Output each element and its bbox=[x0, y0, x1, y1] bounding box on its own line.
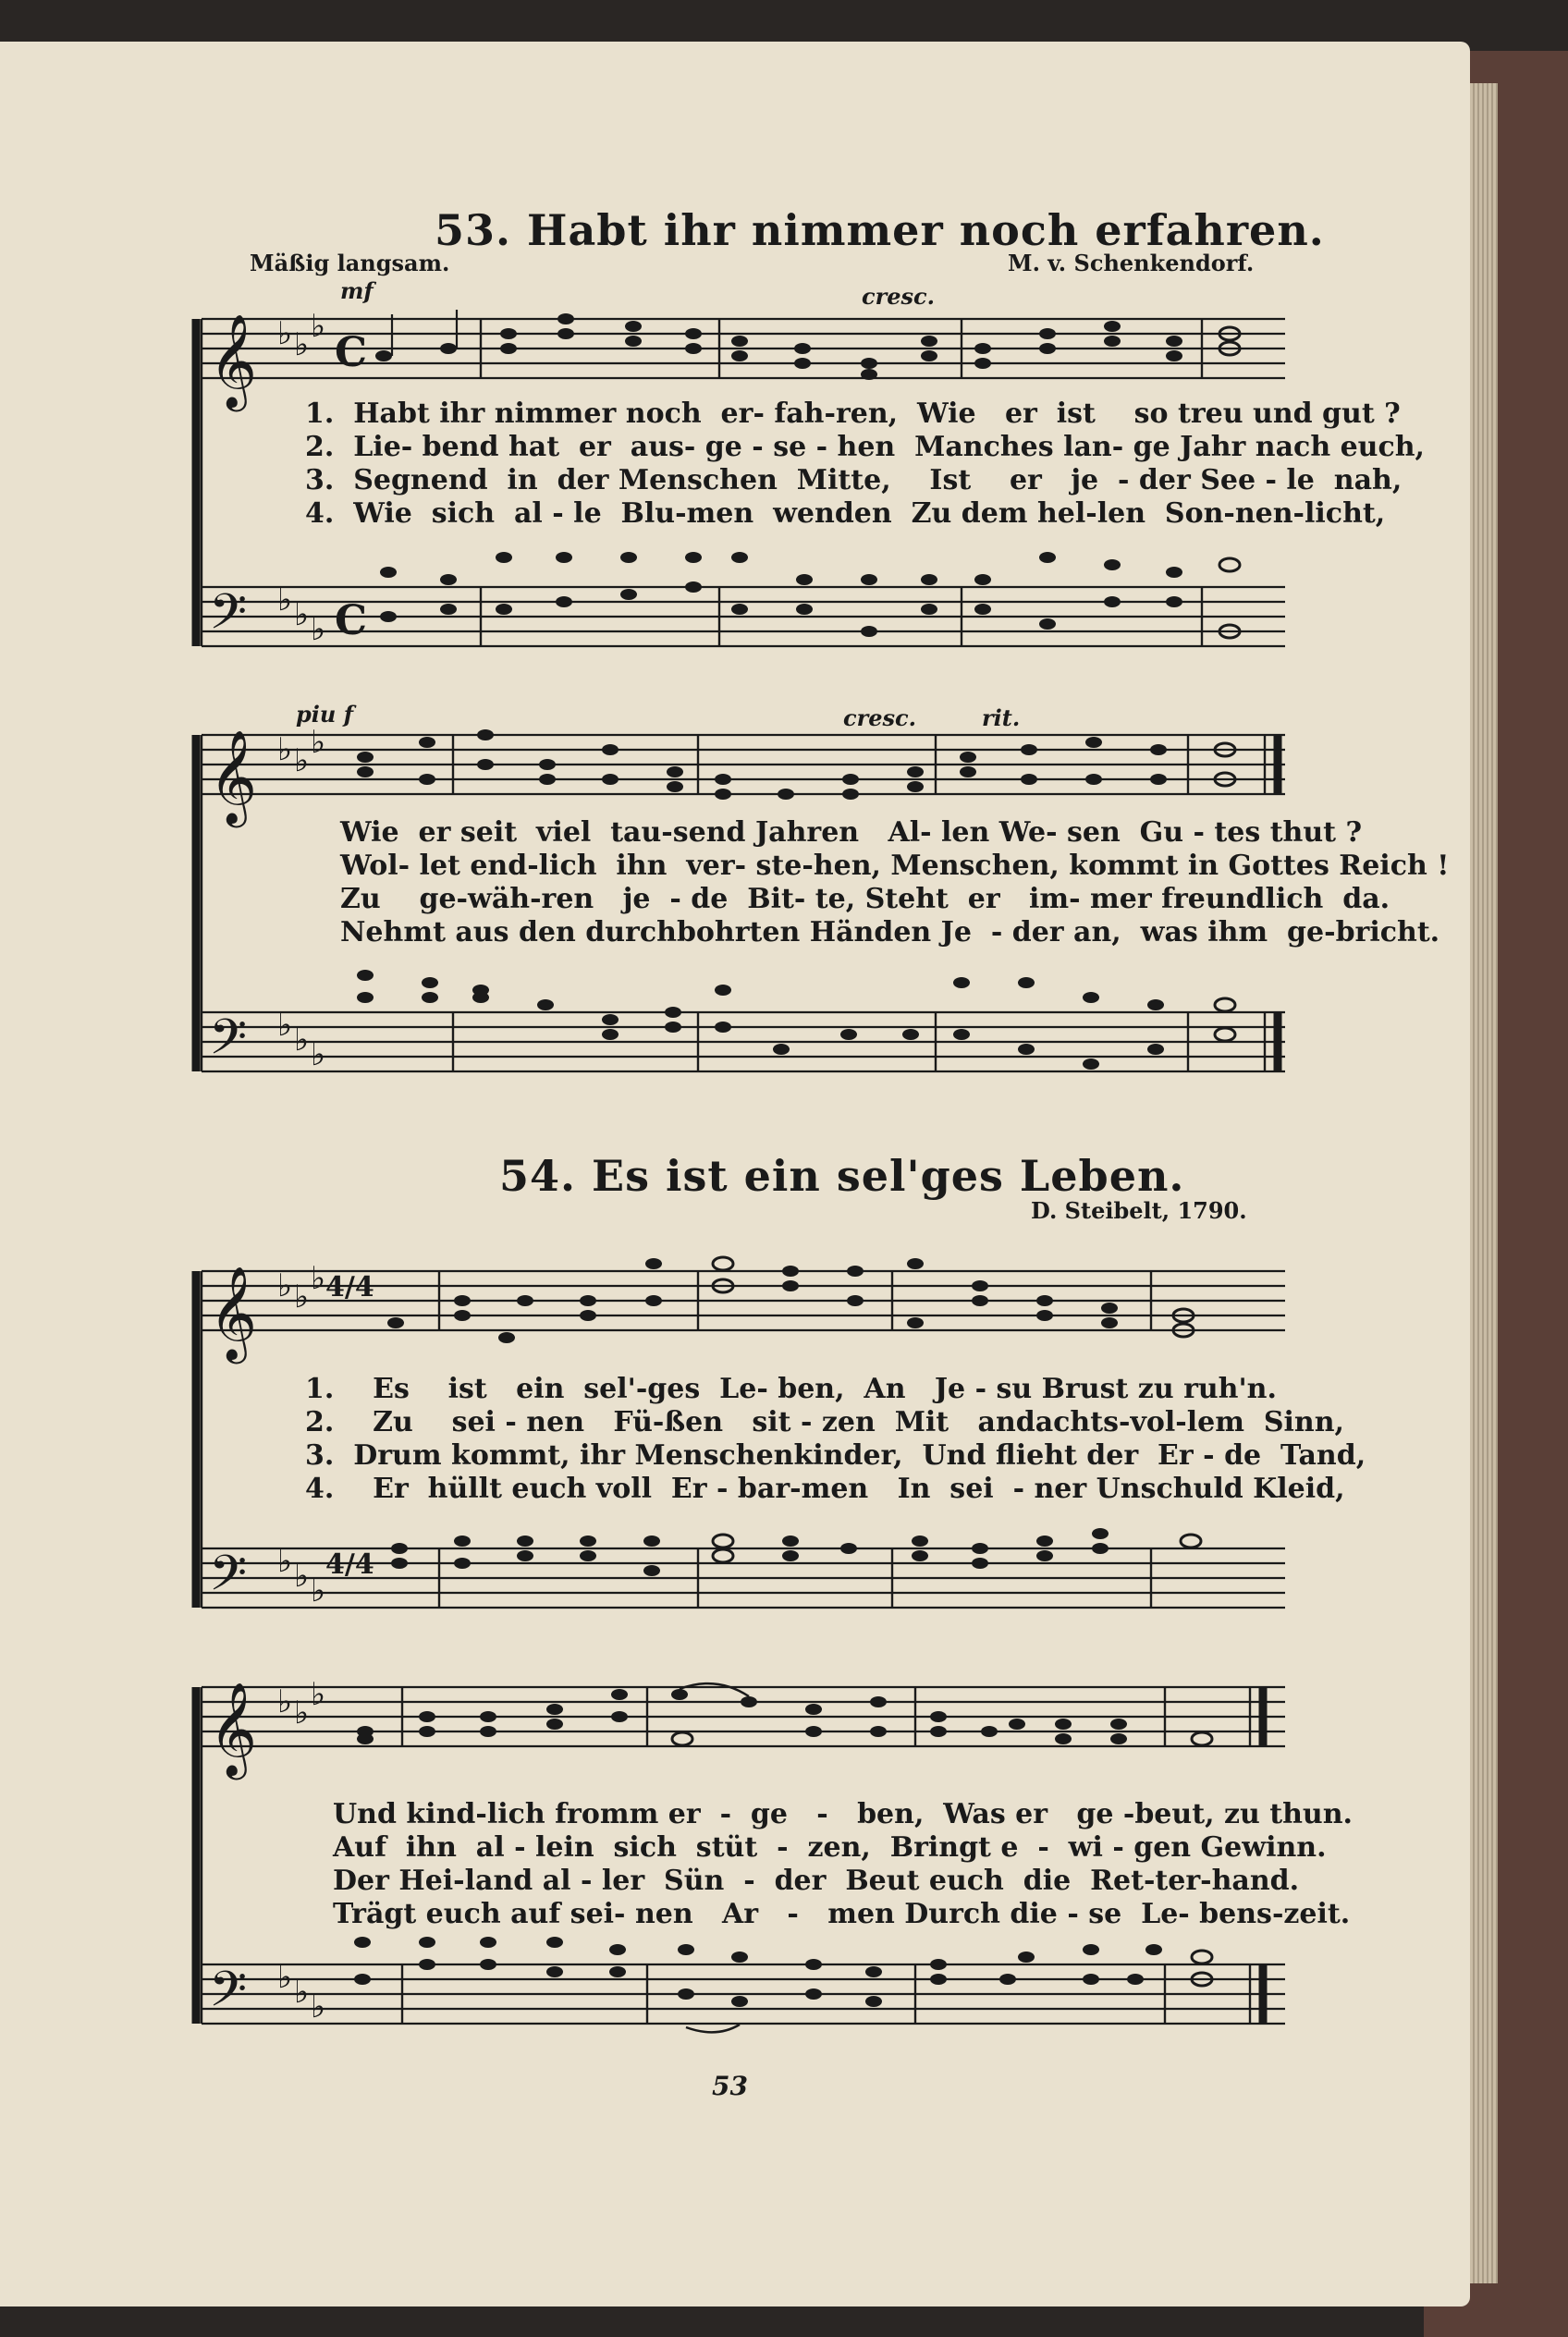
svg-text:♭: ♭ bbox=[294, 1022, 310, 1058]
song-53-lyrics-1 bbox=[305, 398, 1425, 531]
svg-text:♭: ♭ bbox=[277, 1683, 293, 1720]
svg-text:𝄢: 𝄢 bbox=[209, 584, 248, 653]
time-sig-top-treble: 4/4 bbox=[325, 1271, 374, 1303]
dynamic-cresc-1: cresc. bbox=[862, 283, 936, 310]
lyric-line: Auf ihn al - lein sich stüt - zen, Bringt e - wi - gen Gewinn. bbox=[333, 1831, 1327, 1864]
svg-text:♭: ♭ bbox=[277, 315, 293, 352]
svg-text:♭: ♭ bbox=[311, 1572, 326, 1609]
svg-text:♭: ♭ bbox=[277, 1007, 293, 1044]
song-53-lyrics-2 bbox=[340, 816, 1449, 949]
svg-text:♭: ♭ bbox=[311, 308, 326, 345]
svg-text:C: C bbox=[335, 329, 368, 376]
song-53-title: 53. Habt ihr nimmer noch erfahren. bbox=[435, 205, 1325, 255]
lyric-line: 2. Lie- bend hat er aus- ge - se - hen Manches lan- ge Jahr nach euch, bbox=[305, 431, 1426, 463]
lyric-line: 1. Es ist ein sel'-ges Le- ben, An Je - su Brust zu ruh'n. bbox=[305, 1373, 1277, 1405]
time-sig-top-bass: 4/4 bbox=[325, 1548, 374, 1581]
song-54-lyrics-1 bbox=[305, 1373, 1366, 1506]
lyric-line: Wie er seit viel tau-send Jahren Al- len We- sen Gu - tes thut ? bbox=[340, 816, 1363, 849]
svg-text:♭: ♭ bbox=[294, 1558, 310, 1595]
song-54-author: D. Steibelt, 1790. bbox=[1031, 1197, 1247, 1224]
svg-text:♭: ♭ bbox=[294, 1695, 310, 1731]
lyric-line: Und kind-lich fromm er - ge - ben, Was er ge -beut, zu thun. bbox=[333, 1798, 1353, 1830]
lyric-line: Trägt euch auf sei- nen Ar - men Durch die - se Le- bens-zeit. bbox=[333, 1898, 1351, 1930]
svg-text:𝄢: 𝄢 bbox=[209, 1009, 248, 1078]
lyric-line: 3. Drum kommt, ihr Menschenkinder, Und flieht der Er - de Tand, bbox=[305, 1439, 1366, 1472]
svg-text:♭: ♭ bbox=[294, 1279, 310, 1315]
lyric-line: 4. Wie sich al - le Blu-men wenden Zu dem hel-len Son-nen-licht, bbox=[305, 497, 1386, 530]
svg-text:♭: ♭ bbox=[277, 731, 293, 768]
dynamic-mf: mf bbox=[340, 277, 374, 304]
svg-text:♭: ♭ bbox=[294, 326, 310, 363]
svg-text:♭: ♭ bbox=[311, 1036, 326, 1073]
lyric-line: Zu ge-wäh-ren je - de Bit- te, Steht er im- mer freundlich da. bbox=[340, 883, 1390, 915]
svg-text:𝄞: 𝄞 bbox=[209, 728, 258, 824]
page-number: 53 bbox=[712, 2071, 748, 2101]
svg-text:♭: ♭ bbox=[311, 724, 326, 761]
lyric-line: 2. Zu sei - nen Fü-ßen sit - zen Mit andachts-vol-lem Sinn, bbox=[305, 1406, 1344, 1438]
song-54-title: 54. Es ist ein sel'ges Leben. bbox=[499, 1151, 1185, 1201]
dynamic-cresc-2: cresc. bbox=[843, 704, 917, 731]
dynamic-piu-f: piu f bbox=[296, 701, 354, 728]
svg-text:C: C bbox=[335, 597, 368, 644]
dynamic-rit: rit. bbox=[982, 704, 1021, 731]
lyric-line: 4. Er hüllt euch voll Er - bar-men In sei - ner Unschuld Kleid, bbox=[305, 1473, 1345, 1505]
svg-text:𝄞: 𝄞 bbox=[209, 312, 258, 408]
svg-text:♭: ♭ bbox=[311, 1260, 326, 1297]
svg-text:𝄞: 𝄞 bbox=[209, 1265, 258, 1360]
lyric-line: Der Hei-land al - ler Sün - der Beut euch die Ret-ter-hand. bbox=[333, 1865, 1300, 1897]
lyric-line: Nehmt aus den durchbohrten Händen Je - der an, was ihm ge-bricht. bbox=[340, 916, 1440, 948]
svg-text:♭: ♭ bbox=[294, 742, 310, 779]
svg-text:♭: ♭ bbox=[311, 1676, 326, 1713]
lyric-line: 1. Habt ihr nimmer noch er- fah-ren, Wie er ist so treu und gut ? bbox=[305, 398, 1401, 430]
lyric-line: 3. Segnend in der Menschen Mitte, Ist er je - der See - le nah, bbox=[305, 464, 1403, 496]
svg-text:𝄢: 𝄢 bbox=[209, 1962, 248, 2030]
svg-text:♭: ♭ bbox=[277, 581, 293, 618]
svg-text:♭: ♭ bbox=[311, 611, 326, 648]
svg-text:♭: ♭ bbox=[277, 1543, 293, 1580]
svg-text:♭: ♭ bbox=[294, 1974, 310, 2011]
song-54-lyrics-2 bbox=[333, 1798, 1353, 1931]
song-53-author: M. v. Schenkendorf. bbox=[1008, 250, 1255, 276]
svg-text:♭: ♭ bbox=[311, 1988, 326, 2025]
svg-text:♭: ♭ bbox=[277, 1267, 293, 1304]
svg-text:𝄞: 𝄞 bbox=[209, 1681, 258, 1776]
svg-text:♭: ♭ bbox=[294, 596, 310, 633]
svg-text:♭: ♭ bbox=[277, 1959, 293, 1996]
lyric-line: Wol- let end-lich ihn ver- ste-hen, Menschen, kommt in Gottes Reich ! bbox=[340, 850, 1450, 882]
svg-text:𝄢: 𝄢 bbox=[209, 1546, 248, 1614]
song-53-tempo: Mäßig langsam. bbox=[250, 250, 450, 276]
